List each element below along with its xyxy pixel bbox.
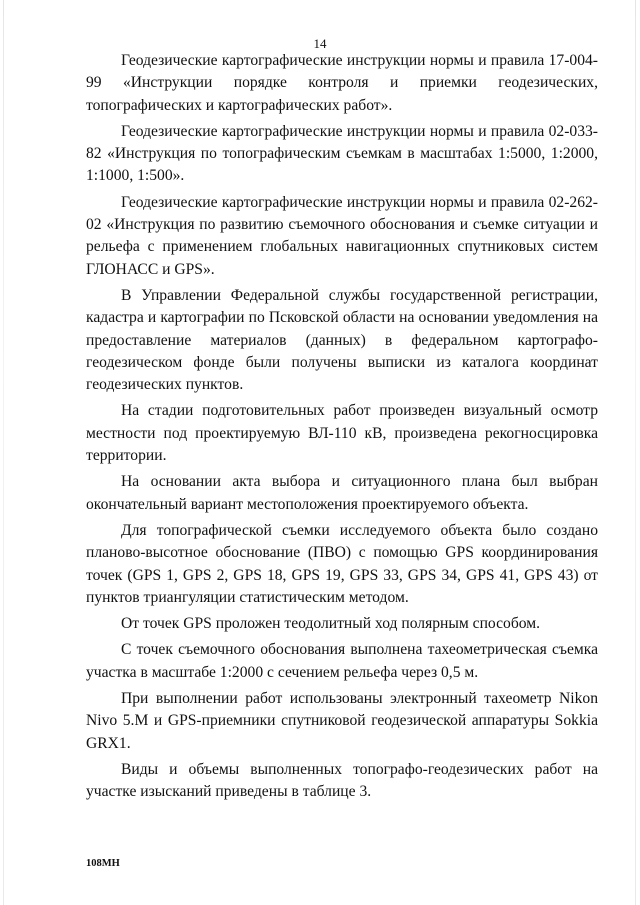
paragraph: При выполнении работ использованы электронный тахеометр Nikon Nivo 5.M и GPS-приемники спутниковой геодезической аппаратуры Sokkia GRX1.	[86, 690, 598, 752]
paragraph: Геодезические картографические инструкции нормы и правила 02-262-02 «Инструкция по развитию съемочного обоснования и съемке ситуации и рельефа с применением глобальных навигационных спутниковых систем ГЛОНАСС и GPS».	[86, 193, 598, 278]
scan-edge-left	[3, 0, 4, 905]
document-body	[86, 50, 598, 808]
paragraph: Для топографической съемки исследуемого объекта было создано планово-высотное обоснование (ПВО) с помощью GPS координирования точек (GPS 1, GPS 2, GPS 18, GPS 19, GPS 33, GPS 34, GPS 41, GPS 43) от пунктов триангуляции статистическим методом.	[86, 521, 598, 606]
paragraph: С точек съемочного обоснования выполнена тахеометрическая съемка участка в масштабе 1:2000 с сечением рельефа через 0,5 м.	[86, 641, 598, 681]
page-number: 14	[313, 36, 327, 51]
paragraph: В Управлении Федеральной службы государственной регистрации, кадастра и картографии по Псковской области на основании уведомления на предоставление материалов (данных) в федеральном картографо-геодезическом фонде были получены выписки из каталога координат геодезических пунктов.	[86, 286, 598, 394]
paragraph: Геодезические картографические инструкции нормы и правила 17-004-99 «Инструкции порядке контроля и приемки геодезических, топографических и картографических работ».	[86, 52, 598, 114]
document-code: 108МН	[86, 858, 120, 869]
paragraph: Геодезические картографические инструкции нормы и правила 02-033-82 «Инструкция по топографическим съемкам в масштабах 1:5000, 1:2000, 1:1000, 1:500».	[86, 122, 598, 185]
scan-edge-right	[635, 0, 636, 905]
paragraph: От точек GPS проложен теодолитный ход полярным способом.	[121, 615, 541, 633]
paragraph: На основании акта выбора и ситуационного плана был выбран окончательный вариант местоположения проектируемого объекта.	[86, 473, 598, 513]
paragraph: Виды и объемы выполненных топографо-геодезических работ на участке изысканий приведены в таблице 3.	[86, 760, 598, 801]
paragraph: На стадии подготовительных работ произведен визуальный осмотр местности под проектируемую ВЛ-110 кВ, произведена рекогносцировка территории.	[86, 402, 598, 465]
